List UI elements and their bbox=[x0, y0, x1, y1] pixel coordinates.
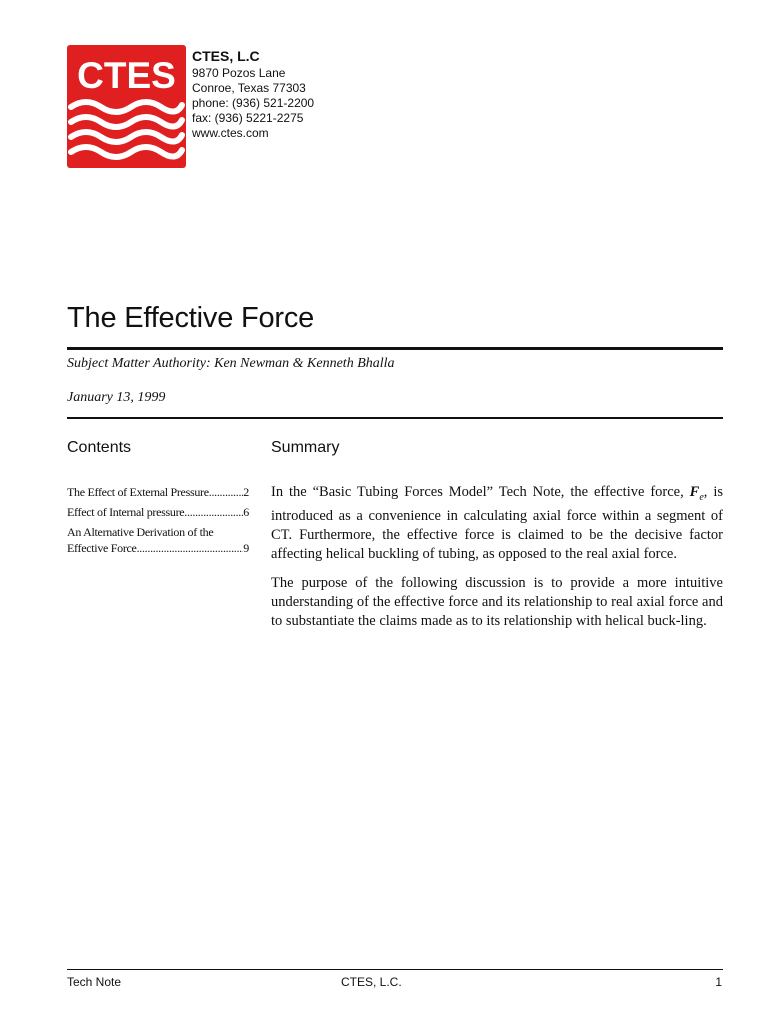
footer-doc-type: Tech Note bbox=[67, 975, 122, 989]
page-number: 1 bbox=[715, 975, 722, 989]
company-address-block bbox=[192, 47, 314, 141]
address-line-1: 9870 Pozos Lane bbox=[192, 66, 286, 80]
footer-company: CTES, L.C. bbox=[341, 975, 402, 989]
contents-heading: Contents bbox=[67, 439, 132, 456]
effective-force-symbol: F bbox=[689, 484, 700, 500]
toc-entry[interactable] bbox=[67, 484, 249, 500]
footer-rule bbox=[67, 969, 723, 970]
toc-page: 6 bbox=[243, 505, 249, 519]
toc-page: 2 bbox=[243, 485, 249, 499]
table-of-contents bbox=[67, 484, 249, 560]
header-rule bbox=[67, 417, 723, 419]
toc-label: Effect of Internal pressure bbox=[67, 505, 185, 519]
company-name: CTES, L.C bbox=[192, 48, 260, 64]
toc-label: The Effect of External Pressure bbox=[67, 485, 209, 499]
summary-paragraph-2: The purpose of the following discussion is to provide a more intuitive understanding of the effective force and its relationship to real axial force and to substantiate the claims made as to its relationship with helical buck-ling. bbox=[271, 574, 723, 629]
subject-matter-authority: Subject Matter Authority: Ken Newman & Kenneth Bhalla bbox=[67, 356, 395, 371]
title-rule bbox=[67, 347, 723, 350]
toc-label: Effective Force bbox=[67, 541, 137, 555]
toc-leader bbox=[209, 484, 244, 500]
document-title: The Effective Force bbox=[67, 302, 315, 334]
summary-heading: Summary bbox=[271, 439, 340, 456]
address-line-2: Conroe, Texas 77303 bbox=[192, 81, 306, 95]
fax: fax: (936) 5221-2275 bbox=[192, 111, 304, 125]
phone: phone: (936) 521-2200 bbox=[192, 96, 315, 110]
logo-text: CTES bbox=[77, 55, 176, 96]
toc-entry[interactable] bbox=[67, 504, 249, 520]
toc-leader bbox=[137, 540, 244, 556]
website: www.ctes.com bbox=[192, 126, 269, 140]
summary-body bbox=[271, 483, 723, 641]
toc-page: 9 bbox=[243, 541, 249, 555]
document-date: January 13, 1999 bbox=[67, 390, 166, 405]
toc-leader bbox=[184, 504, 243, 520]
effective-force-subscript: e bbox=[699, 491, 704, 503]
summary-paragraph-1: In the “Basic Tubing Forces Model” Tech Note, the effective force, $F_e$, is introduced as a convenience in calculating axial force within a segment of CT. Furthermore, the effective force is claimed to be the decisive factor affecting helical buckling of tubing, as opposed to the real axial force. bbox=[271, 484, 723, 562]
toc-label: An Alternative Derivation of the bbox=[67, 525, 214, 539]
ctes-logo bbox=[67, 45, 186, 168]
toc-entry[interactable] bbox=[67, 524, 249, 556]
